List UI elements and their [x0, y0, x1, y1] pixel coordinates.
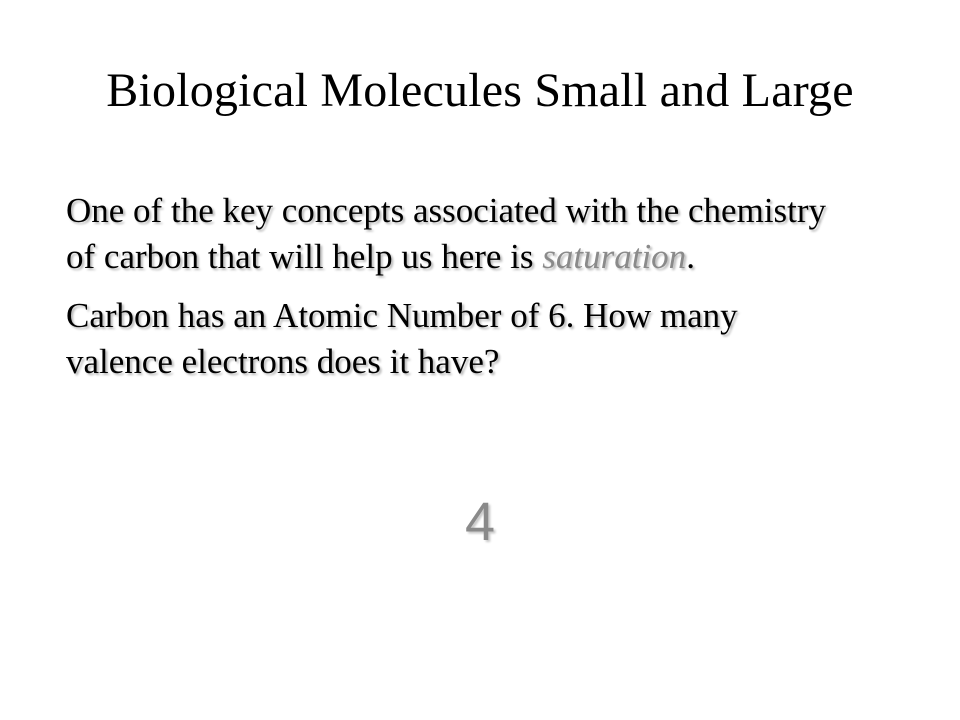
- question-valence-electrons: Carbon has an Atomic Number of 6. How many valence electrons does it have?: [66, 296, 738, 381]
- paragraph-saturation-text: One of the key concepts associated with the chemistry of carbon that will help us here is: [66, 191, 827, 276]
- slide-body: [66, 188, 846, 385]
- slide-title: Biological Molecules Small and Large: [106, 64, 854, 117]
- paragraph-saturation: [66, 188, 846, 280]
- answer-value: 4: [464, 492, 496, 552]
- saturation-term: saturation: [542, 237, 687, 276]
- paragraph-saturation-period: .: [686, 237, 695, 276]
